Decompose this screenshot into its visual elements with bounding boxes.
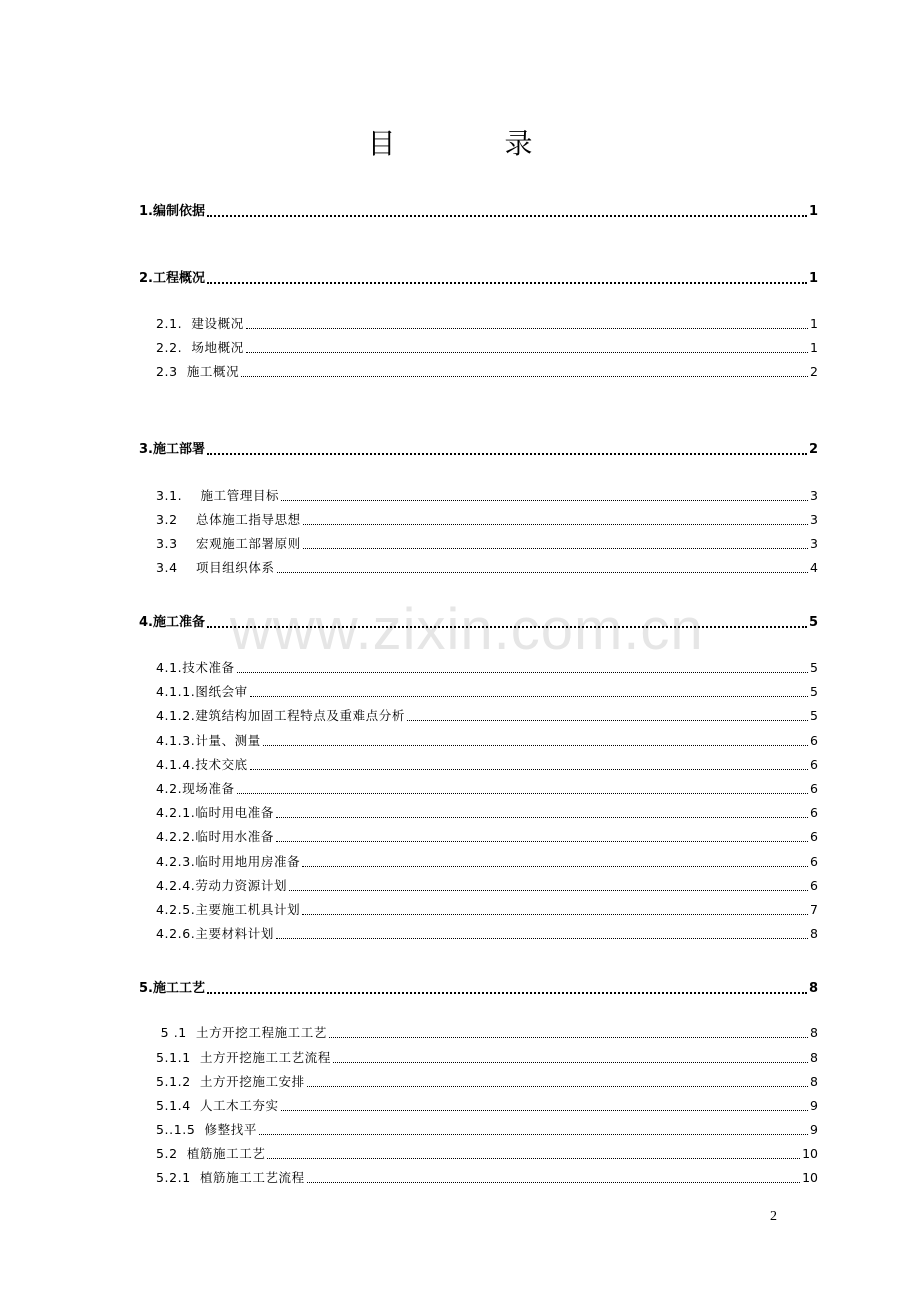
toc-entry[interactable]	[156, 803, 818, 823]
toc-entry-label: 4.2.2.临时用水准备	[156, 829, 274, 844]
toc-entry-label: 3.4 项目组织体系	[156, 560, 275, 575]
toc-leader-dots	[281, 1109, 808, 1111]
toc-leader-dots	[207, 452, 807, 455]
toc-entry[interactable]	[156, 1144, 818, 1164]
toc-entry[interactable]	[156, 924, 818, 944]
toc-leader-dots	[277, 571, 808, 573]
toc-entry-label: 4.2.6.主要材料计划	[156, 926, 274, 941]
toc-entry[interactable]	[156, 1072, 818, 1092]
toc-entry[interactable]	[156, 534, 818, 554]
page-number: 2	[770, 1209, 777, 1224]
toc-entry[interactable]	[139, 613, 818, 633]
toc-entry-page: 6	[810, 733, 818, 748]
toc-leader-dots	[267, 1157, 800, 1159]
toc-entry[interactable]	[156, 852, 818, 872]
toc-entry[interactable]	[156, 827, 818, 847]
toc-entry-label: 3.施工部署	[139, 442, 205, 457]
toc-leader-dots	[289, 889, 808, 891]
toc-entry-page: 3	[810, 536, 818, 551]
toc-leader-dots	[281, 499, 808, 501]
toc-entry-page: 10	[802, 1146, 818, 1161]
toc-leader-dots	[307, 1181, 800, 1183]
toc-leader-dots	[207, 214, 807, 217]
toc-entry-label: 3.3 宏观施工部署原则	[156, 536, 301, 551]
toc-leader-dots	[250, 768, 808, 770]
toc-entry[interactable]	[156, 558, 818, 578]
toc-entry-label: 5.2 植筋施工工艺	[156, 1146, 266, 1161]
toc-entry-label: 3.2 总体施工指导思想	[156, 512, 301, 527]
toc-entry-label: 5.2.1 植筋施工工艺流程	[156, 1170, 305, 1185]
toc-leader-dots	[207, 625, 807, 628]
toc-entry-label: 5.1.1 土方开挖施工工艺流程	[156, 1050, 331, 1065]
toc-entry-label: 4.2.现场准备	[156, 781, 235, 796]
toc-entry-label: 4.施工准备	[139, 615, 205, 630]
toc-leader-dots	[276, 816, 808, 818]
toc-entry-page: 4	[810, 560, 818, 575]
toc-entry[interactable]	[156, 1120, 818, 1140]
toc-entry-page: 6	[810, 781, 818, 796]
toc-leader-dots	[241, 375, 808, 377]
toc-leader-dots	[246, 327, 808, 329]
toc-entry-page: 6	[810, 805, 818, 820]
toc-entry[interactable]	[139, 269, 818, 289]
toc-leader-dots	[237, 792, 808, 794]
toc-entry-label: 4.1.技术准备	[156, 660, 235, 675]
toc-entry-page: 8	[810, 1025, 818, 1040]
toc-entry-label: 5.施工工艺	[139, 981, 205, 996]
toc-entry-label: 4.2.5.主要施工机具计划	[156, 902, 301, 917]
toc-entry-label: 4.1.4.技术交底	[156, 757, 248, 772]
toc-entry-label: 5.1.4 人工木工夯实	[156, 1098, 279, 1113]
toc-entry-page: 3	[810, 488, 818, 503]
toc-entry-page: 6	[810, 854, 818, 869]
toc-entry-label: 2.3 施工概况	[156, 364, 240, 379]
toc-entry-label: 1.编制依据	[139, 204, 205, 219]
toc-entry[interactable]	[156, 876, 818, 896]
toc-entry-page: 5	[810, 708, 818, 723]
toc-leader-dots	[303, 547, 808, 549]
toc-leader-dots	[329, 1036, 808, 1038]
toc-entry-label: 5.1.2 土方开挖施工安排	[156, 1074, 305, 1089]
toc-entry-page: 2	[810, 364, 818, 379]
toc-leader-dots	[207, 281, 807, 284]
toc-leader-dots	[246, 351, 808, 353]
toc-leader-dots	[259, 1133, 808, 1135]
toc-entry[interactable]	[156, 900, 818, 920]
watermark: www.zixin.com.cn	[230, 597, 704, 662]
toc-leader-dots	[237, 671, 808, 673]
toc-leader-dots	[307, 1085, 808, 1087]
toc-entry-label: 5..1.5 修整找平	[156, 1122, 257, 1137]
toc-entry-page: 7	[810, 902, 818, 917]
toc-entry-page: 1	[810, 340, 818, 355]
toc-entry-label: 2.工程概况	[139, 271, 205, 286]
toc-entry[interactable]	[156, 338, 818, 358]
toc-leader-dots	[333, 1061, 808, 1063]
toc-entry-page: 6	[810, 829, 818, 844]
toc-entry-label: 4.2.4.劳动力资源计划	[156, 878, 288, 893]
toc-entry[interactable]	[156, 486, 818, 506]
toc-entry-page: 1	[810, 316, 818, 331]
toc-entry-page: 1	[808, 271, 818, 286]
toc-entry[interactable]	[156, 1096, 818, 1116]
toc-entry-label: 4.1.3.计量、测量	[156, 733, 261, 748]
toc-entry-label: 2.2. 场地概况	[156, 340, 244, 355]
toc-entry[interactable]	[156, 510, 818, 530]
toc-leader-dots	[276, 937, 808, 939]
toc-entry-page: 8	[810, 926, 818, 941]
page-title: 目 录	[367, 127, 583, 160]
toc-entry-page: 9	[810, 1098, 818, 1113]
toc-entry-page: 8	[808, 981, 818, 996]
toc-entry-page: 5	[810, 684, 818, 699]
toc-entry-page: 2	[808, 442, 818, 457]
toc-entry-label: 4.1.1.图纸会审	[156, 684, 248, 699]
toc-entry[interactable]	[156, 658, 818, 678]
toc-entry-page: 8	[810, 1074, 818, 1089]
toc-entry[interactable]	[156, 1048, 818, 1068]
toc-entry-page: 3	[810, 512, 818, 527]
toc-leader-dots	[302, 865, 808, 867]
toc-entry[interactable]	[156, 1023, 818, 1043]
toc-leader-dots	[250, 695, 808, 697]
toc-leader-dots	[303, 523, 808, 525]
toc-entry-page: 10	[802, 1170, 818, 1185]
toc-leader-dots	[302, 913, 808, 915]
toc-entry-label: 4.2.3.临时用地用房准备	[156, 854, 301, 869]
toc-entry[interactable]	[139, 202, 818, 222]
toc-entry[interactable]	[139, 979, 818, 999]
toc-entry-page: 5	[808, 615, 818, 630]
toc-entry-label: 5 .1 土方开挖工程施工工艺	[156, 1025, 327, 1040]
toc-entry-page: 8	[810, 1050, 818, 1065]
toc-entry-label: 4.2.1.临时用电准备	[156, 805, 274, 820]
toc-entry[interactable]	[156, 314, 818, 334]
toc-leader-dots	[276, 840, 808, 842]
toc-entry[interactable]	[156, 362, 818, 382]
toc-leader-dots	[207, 991, 807, 994]
toc-entry[interactable]	[139, 440, 818, 460]
toc-entry[interactable]	[156, 706, 818, 726]
toc-leader-dots	[407, 719, 808, 721]
toc-entry-page: 1	[808, 204, 818, 219]
toc-leader-dots	[263, 744, 808, 746]
toc-entry-label: 2.1. 建设概况	[156, 316, 244, 331]
toc-entry-page: 9	[810, 1122, 818, 1137]
toc-entry-page: 5	[810, 660, 818, 675]
toc-entry[interactable]	[156, 682, 818, 702]
toc-entry[interactable]	[156, 1168, 818, 1188]
toc-entry-page: 6	[810, 878, 818, 893]
toc-entry-page: 6	[810, 757, 818, 772]
toc-entry-label: 3.1. 施工管理目标	[156, 488, 280, 503]
toc-entry[interactable]	[156, 731, 818, 751]
toc-entry-label: 4.1.2.建筑结构加固工程特点及重难点分析	[156, 708, 405, 723]
toc-entry[interactable]	[156, 755, 818, 775]
toc-entry[interactable]	[156, 779, 818, 799]
